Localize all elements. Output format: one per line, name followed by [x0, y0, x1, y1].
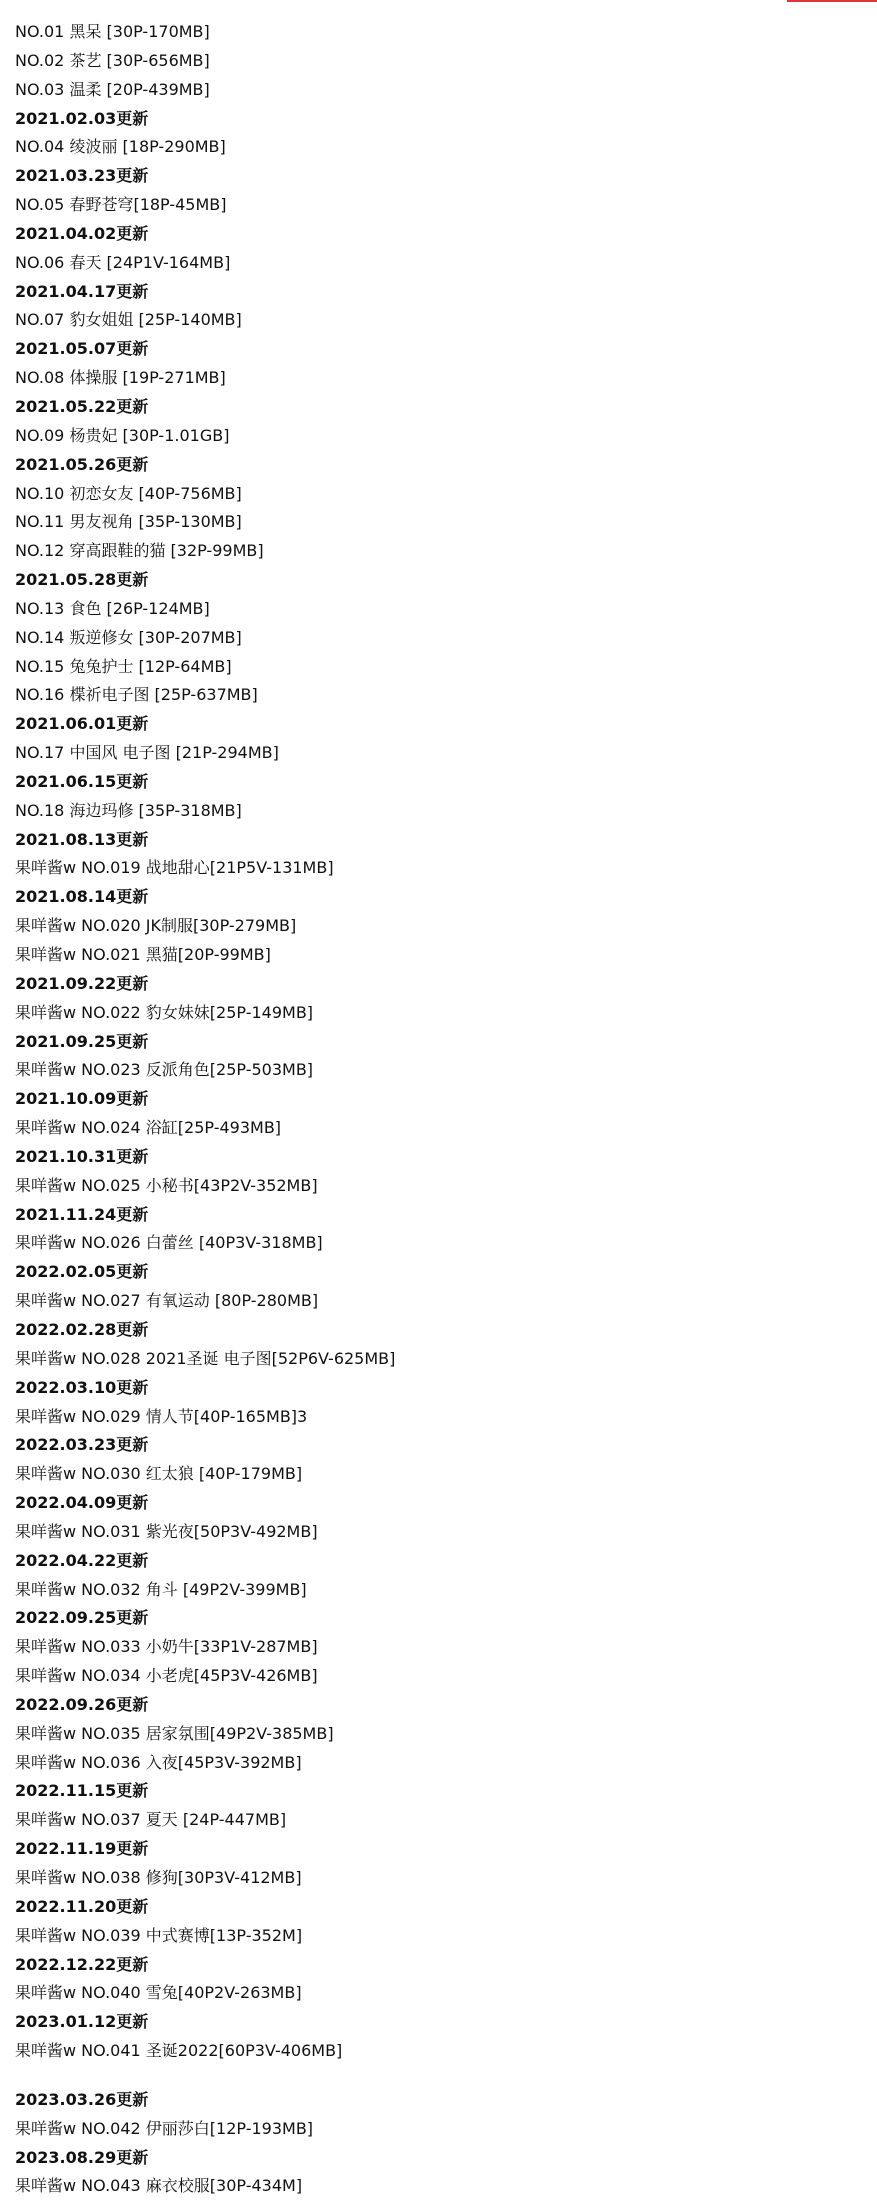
collection-item: 果咩酱w NO.025 小秘书[43P2V-352MB]	[15, 1175, 318, 1195]
update-date-heading: 2022.02.05更新	[15, 1262, 149, 1282]
collection-item: NO.15 兔兔护士 [12P-64MB]	[15, 656, 232, 676]
update-date-heading: 2022.02.28更新	[15, 1319, 149, 1339]
collection-item: 果咩酱w NO.026 白蕾丝 [40P3V-318MB]	[15, 1233, 323, 1253]
update-date-heading: 2023.01.12更新	[15, 2012, 149, 2032]
update-date-heading: 2022.11.15更新	[15, 1781, 149, 1801]
update-date-heading: 2022.03.23更新	[15, 1435, 149, 1455]
update-date-heading: 2021.08.14更新	[15, 887, 149, 907]
collection-item: 果咩酱w NO.040 雪兔[40P2V-263MB]	[15, 1983, 302, 2003]
top-accent-bar	[787, 0, 877, 2]
update-date-heading: 2021.10.31更新	[15, 1146, 149, 1166]
update-date-heading: 2021.05.26更新	[15, 454, 149, 474]
update-date-heading: 2021.05.28更新	[15, 570, 149, 590]
collection-item: NO.12 穿高跟鞋的猫 [32P-99MB]	[15, 541, 264, 561]
blank-line	[15, 2066, 865, 2086]
collection-item: 果咩酱w NO.042 伊丽莎白[12P-193MB]	[15, 2118, 314, 2138]
collection-item: 果咩酱w NO.033 小奶牛[33P1V-287MB]	[15, 1637, 318, 1657]
collection-item: NO.06 春天 [24P1V-164MB]	[15, 252, 231, 272]
update-date-heading: 2021.10.09更新	[15, 1089, 149, 1109]
collection-item: 果咩酱w NO.023 反派角色[25P-503MB]	[15, 1060, 314, 1080]
update-date-heading: 2021.04.02更新	[15, 223, 149, 243]
update-date-heading: 2021.03.23更新	[15, 166, 149, 186]
collection-item: 果咩酱w NO.024 浴缸[25P-493MB]	[15, 1118, 282, 1138]
collection-item: NO.10 初恋女友 [40P-756MB]	[15, 483, 242, 503]
update-list	[15, 18, 865, 2201]
update-date-heading: 2021.02.03更新	[15, 108, 149, 128]
collection-item: 果咩酱w NO.022 豹女妹妹[25P-149MB]	[15, 1002, 314, 1022]
collection-item: 果咩酱w NO.043 麻衣校服[30P-434M]	[15, 2176, 303, 2196]
collection-item: NO.18 海边玛修 [35P-318MB]	[15, 800, 242, 820]
collection-item: NO.08 体操服 [19P-271MB]	[15, 368, 226, 388]
update-date-heading: 2023.08.29更新	[15, 2147, 149, 2167]
collection-item: NO.09 杨贵妃 [30P-1.01GB]	[15, 425, 230, 445]
collection-item: 果咩酱w NO.034 小老虎[45P3V-426MB]	[15, 1666, 318, 1686]
update-date-heading: 2022.12.22更新	[15, 1954, 149, 1974]
collection-item: NO.14 叛逆修女 [30P-207MB]	[15, 627, 242, 647]
update-date-heading: 2021.11.24更新	[15, 1204, 149, 1224]
collection-item: 果咩酱w NO.037 夏天 [24P-447MB]	[15, 1810, 287, 1830]
collection-item: NO.07 豹女姐姐 [25P-140MB]	[15, 310, 242, 330]
update-date-heading: 2022.04.22更新	[15, 1550, 149, 1570]
collection-item: 果咩酱w NO.030 红太狼 [40P-179MB]	[15, 1464, 303, 1484]
collection-item: NO.11 男友视角 [35P-130MB]	[15, 512, 242, 532]
collection-item: 果咩酱w NO.036 入夜[45P3V-392MB]	[15, 1752, 302, 1772]
collection-item: NO.03 温柔 [20P-439MB]	[15, 79, 210, 99]
collection-item: 果咩酱w NO.029 情人节[40P-165MB]3	[15, 1406, 308, 1426]
update-date-heading: 2021.09.25更新	[15, 1031, 149, 1051]
update-date-heading: 2021.06.01更新	[15, 714, 149, 734]
collection-item: 果咩酱w NO.031 紫光夜[50P3V-492MB]	[15, 1521, 318, 1541]
collection-item: NO.04 绫波丽 [18P-290MB]	[15, 137, 226, 157]
update-date-heading: 2021.05.07更新	[15, 339, 149, 359]
collection-item: 果咩酱w NO.041 圣诞2022[60P3V-406MB]	[15, 2041, 343, 2061]
update-date-heading: 2022.09.25更新	[15, 1608, 149, 1628]
update-date-heading: 2021.06.15更新	[15, 771, 149, 791]
collection-item: NO.01 黑呆 [30P-170MB]	[15, 22, 210, 41]
update-date-heading: 2022.11.19更新	[15, 1839, 149, 1859]
collection-item: 果咩酱w NO.021 黑猫[20P-99MB]	[15, 945, 271, 964]
update-date-heading: 2023.03.26更新	[15, 2089, 149, 2109]
update-date-heading: 2022.11.20更新	[15, 1896, 149, 1916]
collection-item: 果咩酱w NO.027 有氧运动 [80P-280MB]	[15, 1291, 319, 1311]
update-date-heading: 2022.04.09更新	[15, 1493, 149, 1513]
update-date-heading: 2021.08.13更新	[15, 829, 149, 849]
update-date-heading: 2022.09.26更新	[15, 1694, 149, 1714]
collection-item: 果咩酱w NO.032 角斗 [49P2V-399MB]	[15, 1579, 307, 1599]
collection-item: 果咩酱w NO.038 修狗[30P3V-412MB]	[15, 1868, 302, 1887]
collection-item: NO.17 中国风 电子图 [21P-294MB]	[15, 743, 279, 763]
update-date-heading: 2021.09.22更新	[15, 973, 149, 993]
collection-item: 果咩酱w NO.035 居家氛围[49P2V-385MB]	[15, 1723, 334, 1743]
collection-item: 果咩酱w NO.019 战地甜心[21P5V-131MB]	[15, 858, 334, 878]
collection-item: NO.16 楪祈电子图 [25P-637MB]	[15, 685, 258, 705]
collection-item: NO.02 茶艺 [30P-656MB]	[15, 50, 210, 70]
update-date-heading: 2022.03.10更新	[15, 1377, 149, 1397]
collection-item: NO.05 春野苍穹[18P-45MB]	[15, 195, 227, 215]
collection-item: NO.13 食色 [26P-124MB]	[15, 598, 210, 618]
collection-item: 果咩酱w NO.028 2021圣诞 电子图[52P6V-625MB]	[15, 1348, 396, 1368]
update-date-heading: 2021.04.17更新	[15, 281, 149, 301]
collection-item: 果咩酱w NO.039 中式赛博[13P-352M]	[15, 1925, 303, 1945]
update-date-heading: 2021.05.22更新	[15, 396, 149, 416]
collection-item: 果咩酱w NO.020 JK制服[30P-279MB]	[15, 916, 297, 936]
